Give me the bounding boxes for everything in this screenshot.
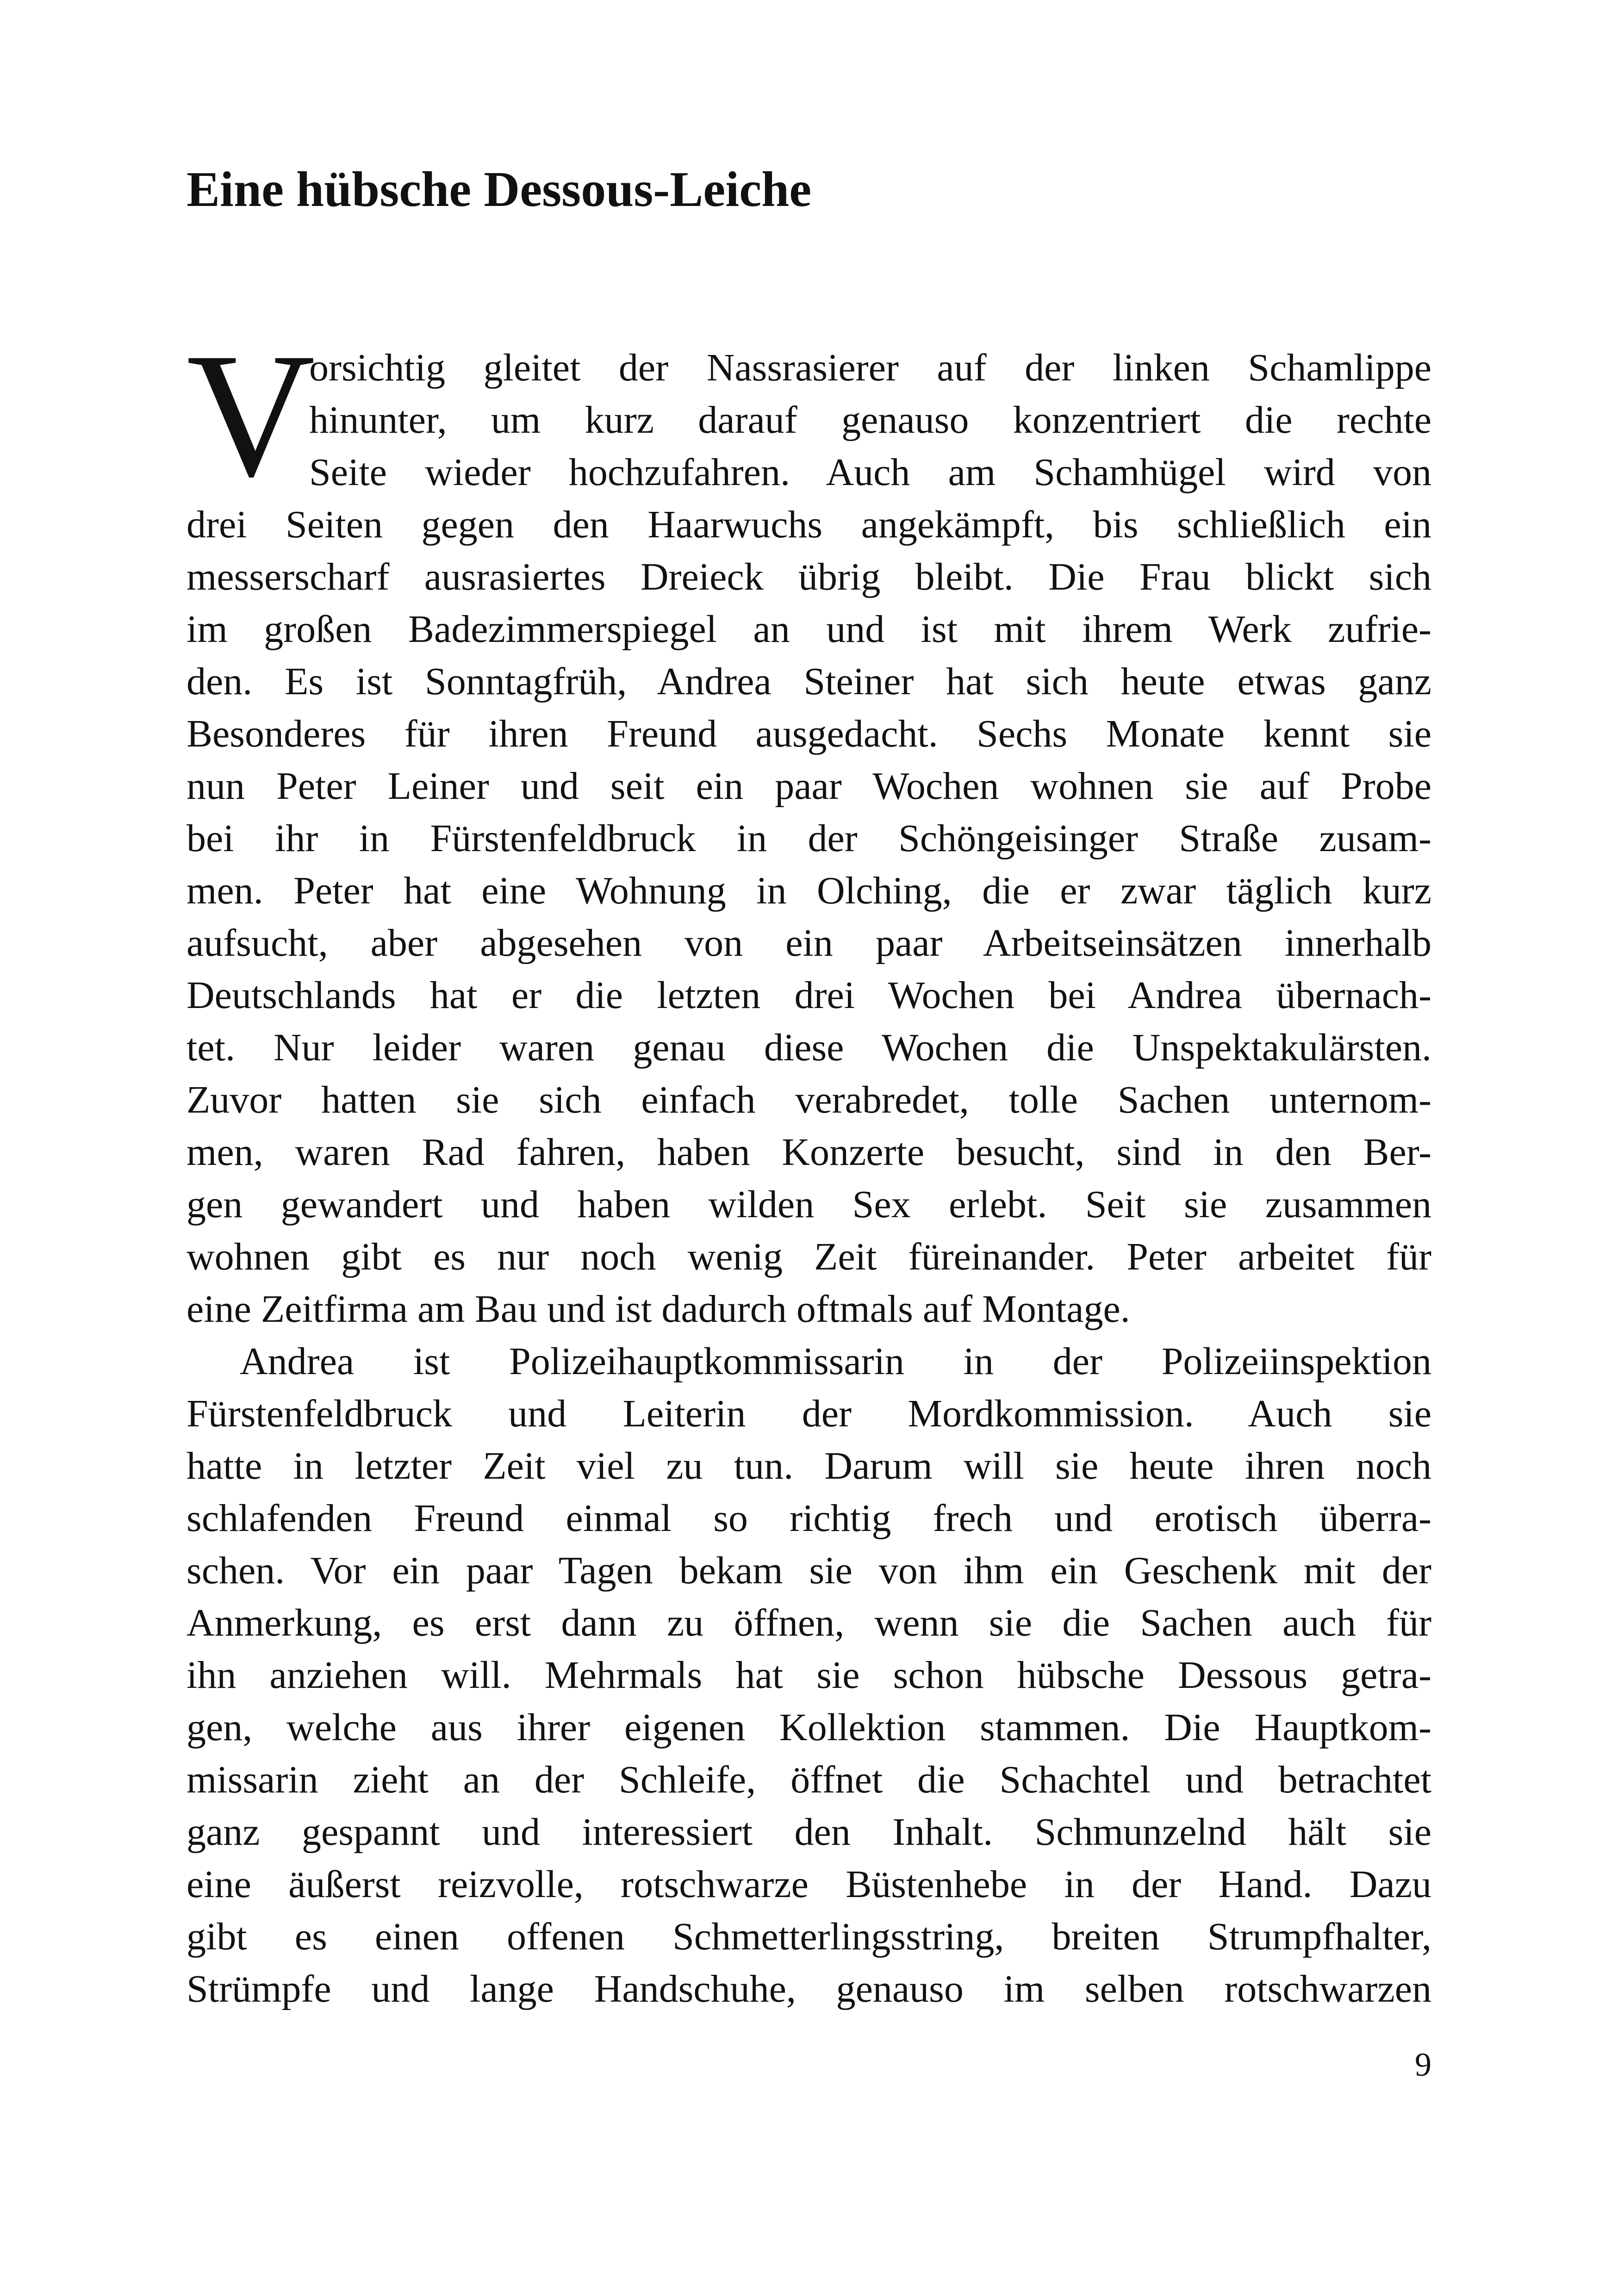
- text-line: schen. Vor ein paar Tagen bekam sie von ihm ein Geschenk mit der: [187, 1549, 1431, 1592]
- text-line: aufsucht, aber abgesehen von ein paar Arbeitseinsätzen innerhalb: [187, 921, 1431, 964]
- text-line: gen gewandert und haben wilden Sex erlebt. Seit sie zusammen: [187, 1183, 1431, 1226]
- text-line: eine Zeitfirma am Bau und ist dadurch oftmals auf Montage.: [187, 1288, 1130, 1331]
- paragraph: [187, 342, 1431, 1335]
- text-line: hinunter, um kurz darauf genauso konzentriert die rechte: [309, 398, 1431, 442]
- text-line: Seite wieder hochzufahren. Auch am Schamhügel wird von: [309, 451, 1431, 494]
- text-line: schlafenden Freund einmal so richtig frech und erotisch überra-: [187, 1497, 1431, 1540]
- text-line: eine äußerst reizvolle, rotschwarze Büstenhebe in der Hand. Dazu: [187, 1863, 1431, 1906]
- text-line: orsichtig gleitet der Nassrasierer auf der linken Schamlippe: [309, 346, 1431, 389]
- paragraph: [187, 1335, 1431, 2015]
- page-number: 9: [1415, 2046, 1431, 2083]
- text-line: gen, welche aus ihrer eigenen Kollektion stammen. Die Hauptkom-: [187, 1706, 1431, 1749]
- text-line: tet. Nur leider waren genau diese Wochen die Unspektakulärsten.: [187, 1026, 1431, 1069]
- text-line: Zuvor hatten sie sich einfach verabredet, tolle Sachen unternom-: [187, 1078, 1431, 1121]
- text-line: den. Es ist Sonntagfrüh, Andrea Steiner hat sich heute etwas ganz: [187, 660, 1431, 703]
- text-line: Deutschlands hat er die letzten drei Wochen bei Andrea übernach-: [187, 974, 1431, 1017]
- text-line: im großen Badezimmerspiegel an und ist mit ihrem Werk zufrie-: [187, 608, 1431, 651]
- text-line: bei ihr in Fürstenfeldbruck in der Schöngeisinger Straße zusam-: [187, 817, 1431, 860]
- drop-cap: V: [187, 317, 316, 514]
- text-line: Andrea ist Polizeihauptkommissarin in der Polizeiinspektion: [240, 1340, 1431, 1383]
- text-line: wohnen gibt es nur noch wenig Zeit füreinander. Peter arbeitet für: [187, 1235, 1431, 1278]
- text-line: nun Peter Leiner und seit ein paar Wochen wohnen sie auf Probe: [187, 765, 1431, 808]
- text-line: men. Peter hat eine Wohnung in Olching, die er zwar täglich kurz: [187, 869, 1431, 912]
- text-line: ganz gespannt und interessiert den Inhalt. Schmunzelnd hält sie: [187, 1811, 1431, 1854]
- body-text: [187, 342, 1431, 2015]
- text-line: ihn anziehen will. Mehrmals hat sie schon hübsche Dessous getra-: [187, 1654, 1431, 1697]
- text-line: drei Seiten gegen den Haarwuchs angekämpft, bis schließlich ein: [187, 503, 1431, 546]
- text-line: Strümpfe und lange Handschuhe, genauso im selben rotschwarzen: [187, 1967, 1431, 2010]
- text-line: gibt es einen offenen Schmetterlingsstring, breiten Strumpfhalter,: [187, 1915, 1431, 1958]
- text-line: hatte in letzter Zeit viel zu tun. Darum will sie heute ihren noch: [187, 1444, 1431, 1487]
- text-line: messerscharf ausrasiertes Dreieck übrig bleibt. Die Frau blickt sich: [187, 555, 1431, 598]
- text-line: Anmerkung, es erst dann zu öffnen, wenn sie die Sachen auch für: [187, 1601, 1431, 1644]
- text-line: Besonderes für ihren Freund ausgedacht. Sechs Monate kennt sie: [187, 712, 1431, 755]
- chapter-title: Eine hübsche Dessous-Leiche: [187, 162, 812, 217]
- text-line: men, waren Rad fahren, haben Konzerte besucht, sind in den Ber-: [187, 1131, 1431, 1174]
- text-line: Fürstenfeldbruck und Leiterin der Mordkommission. Auch sie: [187, 1392, 1431, 1435]
- text-line: missarin zieht an der Schleife, öffnet die Schachtel und betrachtet: [187, 1758, 1431, 1801]
